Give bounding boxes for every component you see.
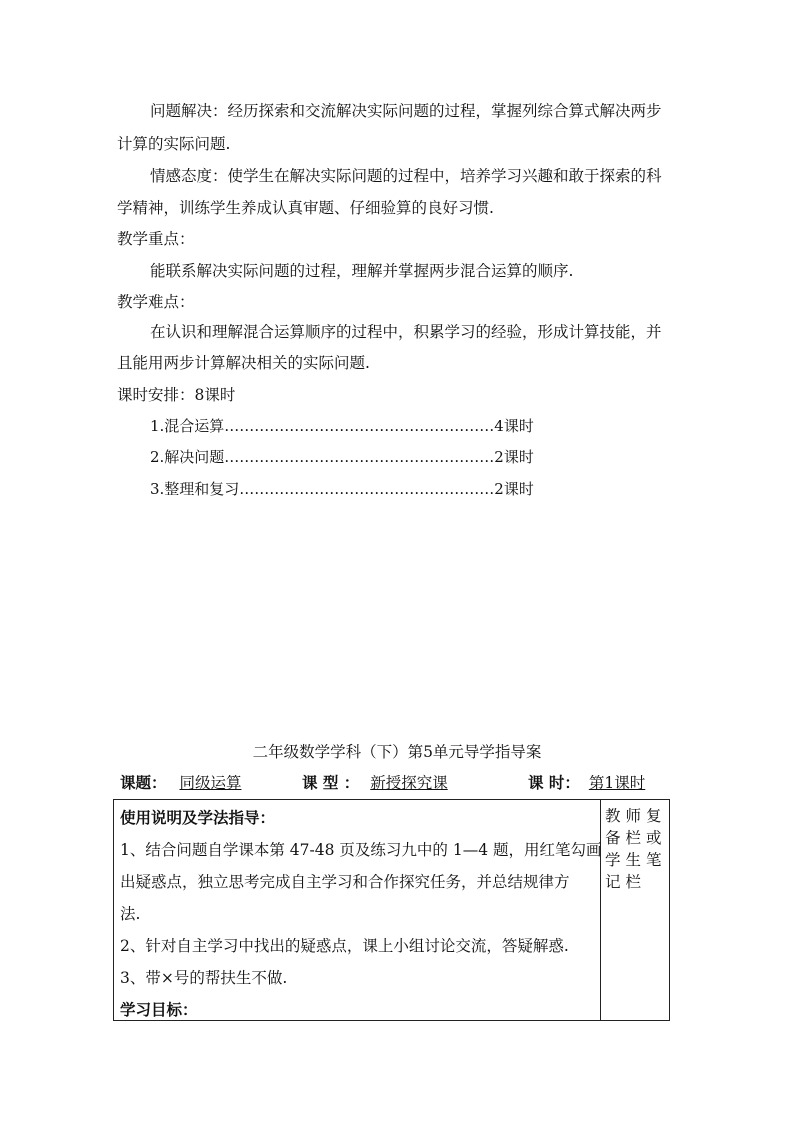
problem-solving-line-2: 计算的实际问题. xyxy=(117,135,231,153)
usage-item-1c: 法. xyxy=(120,905,141,923)
period-label: 课 时： xyxy=(528,774,580,792)
topic-value: 同级运算 xyxy=(179,774,242,792)
usage-item-3: 3、带×号的帮扶生不做. xyxy=(120,969,288,987)
lesson-type-label: 课 型 ： xyxy=(302,774,360,792)
usage-item-1b: 出疑惑点，独立思考完成自主学习和合作探究任务，并总结规律方 xyxy=(120,873,570,891)
period-field xyxy=(528,771,645,793)
problem-solving-line-1: 问题解决：经历探索和交流解决实际问题的过程，掌握列综合算式解决两步 xyxy=(150,102,662,120)
guidance-cell xyxy=(120,802,602,1026)
emotion-line-1: 情感态度：使学生在解决实际问题的过程中，培养学习兴趣和敢于探索的科 xyxy=(150,167,662,185)
lesson-type-field xyxy=(302,771,448,793)
difficulty-heading: 教学难点： xyxy=(117,293,195,311)
difficulty-line-2: 且能用两步计算解决相关的实际问题. xyxy=(117,354,370,372)
toc-item-review: 3.整理和复习……………………………………………2课时 xyxy=(150,480,534,498)
usage-item-1a: 1、结合问题自学课本第 47-48 页及练习九中的 1—4 题，用红笔勾画 xyxy=(120,841,602,859)
key-points-text: 能联系解决实际问题的过程，理解并掌握两步混合运算的顺序. xyxy=(150,262,574,280)
period-value: 第1课时 xyxy=(588,774,646,792)
lesson-type-value: 新授探究课 xyxy=(370,774,448,792)
schedule-line: 课时安排：8课时 xyxy=(117,386,236,404)
toc-item-problem-solving: 2.解决问题………………………………………………2课时 xyxy=(150,448,534,466)
usage-item-2: 2、针对自主学习中找出的疑惑点，课上小组讨论交流，答疑解惑. xyxy=(120,937,569,955)
key-points-heading: 教学重点： xyxy=(117,230,195,248)
column-divider xyxy=(600,800,601,1020)
goals-heading: 学习目标： xyxy=(120,1001,198,1019)
emotion-line-2: 学精神，训练学生养成认真审题、仔细验算的良好习惯. xyxy=(117,199,494,217)
topic-field xyxy=(120,771,241,793)
difficulty-line-1: 在认识和理解混合运算顺序的过程中，积累学习的经验，形成计算技能，并 xyxy=(150,323,662,341)
toc-item-mixed-operations: 1.混合运算………………………………………………4课时 xyxy=(150,417,534,435)
notes-column-label: 教师复备栏或学生笔记栏 xyxy=(605,807,667,891)
usage-heading: 使用说明及学法指导： xyxy=(120,809,276,827)
guidance-table xyxy=(113,799,670,1021)
topic-label: 课题： xyxy=(120,774,167,792)
plan-title: 二年级数学学科（下）第5单元导学指导案 xyxy=(252,743,542,761)
